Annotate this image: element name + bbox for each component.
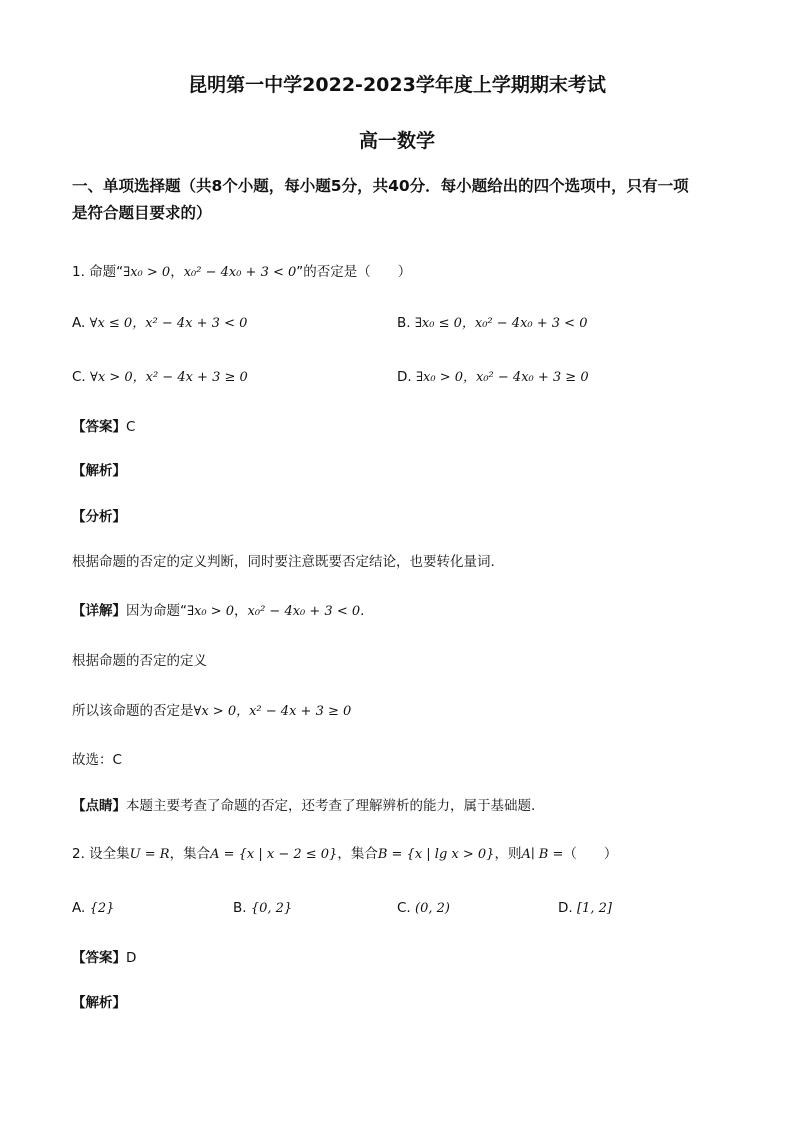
q2-option-a — [72, 898, 114, 919]
q2-suffix: （ ） — [563, 846, 618, 862]
q2-option-c — [397, 898, 450, 919]
q2-math-a: A = {x | x − 2 ≤ 0} — [210, 847, 338, 862]
option-label: D. — [397, 369, 412, 385]
q2-math-ab: A∣ B = — [521, 847, 564, 862]
q2-mid1: ，集合 — [169, 846, 211, 862]
q1-dianjing — [72, 796, 535, 816]
option-label: B. — [397, 315, 411, 331]
question-2-stem — [72, 844, 617, 865]
section-heading-line2: 是符合题目要求的） — [72, 204, 212, 222]
option-label: D. — [558, 900, 573, 916]
xiangjie-sep: ， — [234, 603, 248, 619]
q2-prefix: 2. 设全集 — [72, 846, 130, 862]
exam-subtitle: 高一数学 — [358, 130, 435, 152]
conclusion-math: ∀x > 0，x² − 4x + 3 ≥ 0 — [193, 704, 352, 719]
conclusion-prefix: 所以该命题的否定是 — [72, 703, 194, 719]
option-math: [1, 2] — [576, 901, 612, 916]
option-math: ∃x₀ ≤ 0，x₀² − 4x₀ + 3 < 0 — [414, 316, 588, 331]
q1-answer — [72, 417, 135, 437]
option-math: ∀x ≤ 0，x² − 4x + 3 < 0 — [89, 316, 248, 331]
option-math: ∀x > 0，x² − 4x + 3 ≥ 0 — [90, 370, 248, 385]
q1-math-1: ∃x₀ > 0 — [123, 265, 171, 280]
q1-analysis-tag: 【解析】 — [72, 463, 126, 479]
answer-value: D — [126, 950, 137, 966]
option-label: A. — [72, 900, 86, 916]
option-label: B. — [233, 900, 247, 916]
exam-title: 昆明第一中学2022-2023学年度上学期期末考试 — [188, 74, 606, 96]
q1-choose: 故选：C — [72, 752, 122, 768]
option-math: {2} — [89, 901, 115, 916]
q1-fenxi-text: 根据命题的否定的定义判断，同时要注意既要否定结论，也要转化量词. — [72, 554, 495, 570]
section-heading — [72, 173, 689, 227]
option-label: A. — [72, 315, 86, 331]
q1-prefix: 1. 命题“ — [72, 264, 124, 280]
q1-sep: ， — [170, 264, 184, 280]
q1-xiangjie — [72, 601, 364, 622]
xiangjie-math-1: ∃x₀ > 0 — [187, 604, 235, 619]
q2-option-b — [233, 898, 292, 919]
q2-option-d — [558, 898, 612, 919]
option-label: C. — [397, 900, 411, 916]
q1-line-definition: 根据命题的否定的定义 — [72, 653, 207, 669]
q1-option-c — [72, 367, 248, 388]
answer-tag: 【答案】 — [72, 419, 126, 435]
dianjing-tag: 【点睛】 — [72, 798, 126, 814]
q1-option-d — [397, 367, 589, 388]
q1-suffix: ”的否定是（ ） — [296, 264, 412, 280]
answer-tag: 【答案】 — [72, 950, 126, 966]
option-math: {0, 2} — [250, 901, 293, 916]
dianjing-text: 本题主要考查了命题的否定，还考查了理解辨析的能力，属于基础题. — [126, 798, 536, 814]
q1-option-a — [72, 313, 247, 334]
q2-math-b: B = {x | lg x > 0} — [377, 847, 495, 862]
xiangjie-suffix: . — [360, 603, 365, 619]
q2-analysis-tag: 【解析】 — [72, 995, 126, 1011]
q1-fenxi-tag: 【分析】 — [72, 509, 126, 525]
q2-answer — [72, 948, 136, 968]
xiangjie-tag: 【详解】 — [72, 603, 126, 619]
option-math: (0, 2) — [415, 901, 450, 916]
xiangjie-math-2: x₀² − 4x₀ + 3 < 0 — [247, 604, 361, 619]
option-math: ∃x₀ > 0，x₀² − 4x₀ + 3 ≥ 0 — [415, 370, 589, 385]
option-label: C. — [72, 369, 86, 385]
q1-line-conclusion — [72, 701, 351, 722]
answer-value: C — [126, 419, 136, 435]
q2-mid3: ，则 — [494, 846, 522, 862]
question-1-stem — [72, 262, 411, 283]
xiangjie-prefix: 因为命题“ — [126, 603, 187, 619]
q1-math-2: x₀² − 4x₀ + 3 < 0 — [183, 265, 297, 280]
section-heading-line1: 一、单项选择题（共8个小题，每小题5分，共40分．每小题给出的四个选项中，只有一项 — [72, 177, 689, 195]
q2-math-u: U = R — [129, 847, 170, 862]
q1-option-b — [397, 313, 587, 334]
q2-mid2: ，集合 — [337, 846, 378, 862]
